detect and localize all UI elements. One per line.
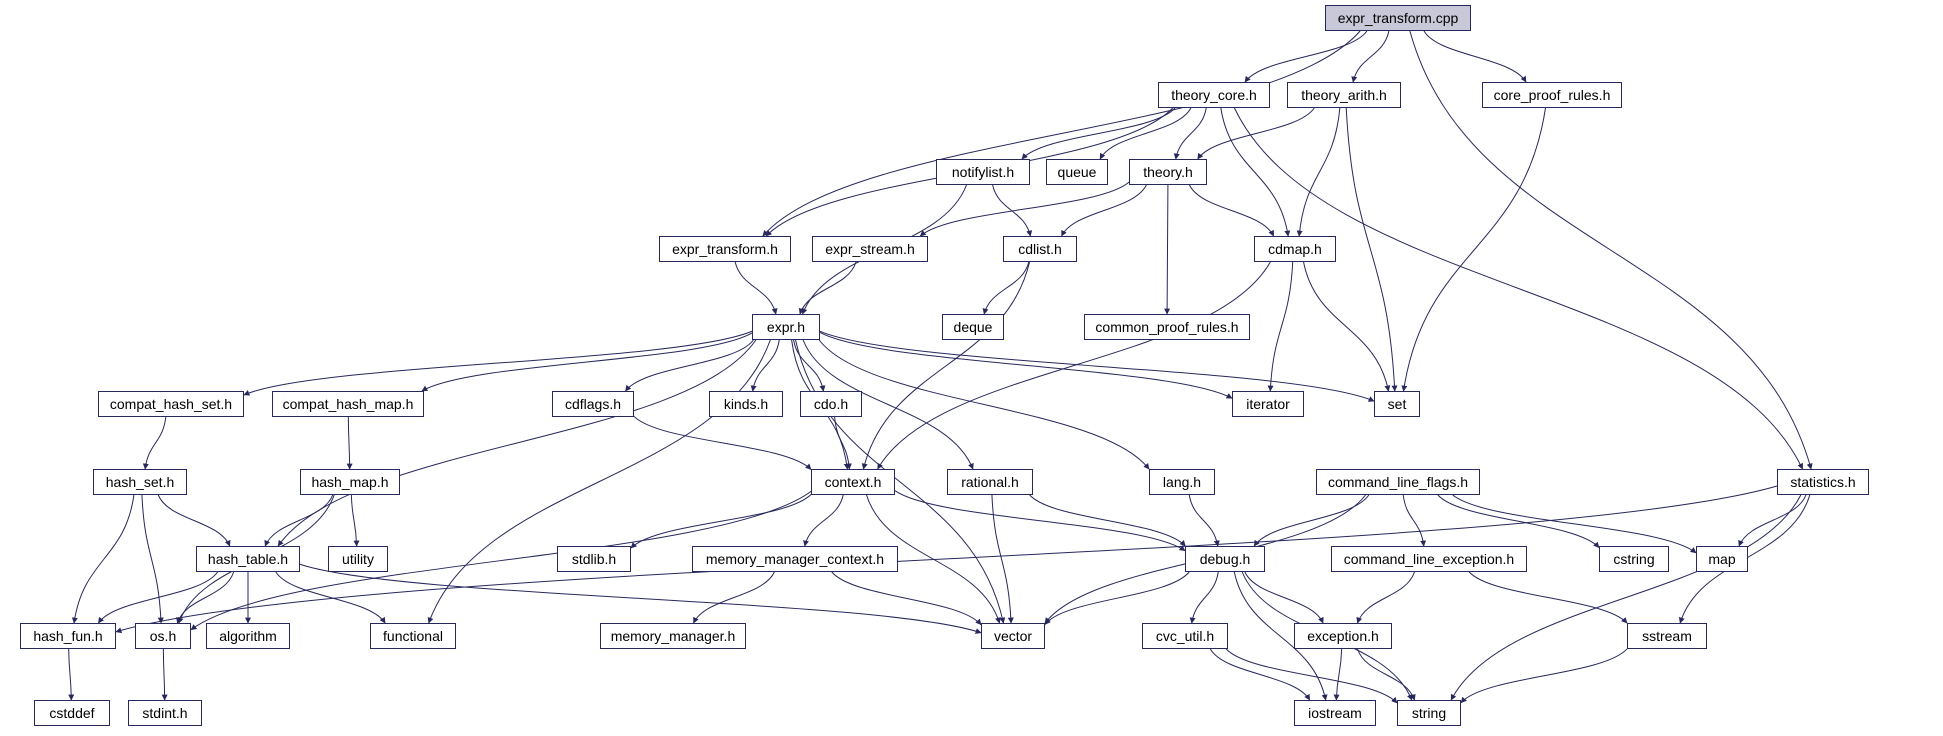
edge-os-h-to-stdint-h — [163, 649, 164, 700]
edge-hash-table-h-to-hash-fun-h — [98, 572, 217, 623]
edge-exception-h-to-string — [1358, 649, 1415, 700]
edge-hash-fun-h-to-cstddef — [69, 649, 72, 700]
graph-node-compat-hash-set-h[interactable]: compat_hash_set.h — [98, 391, 244, 417]
edge-expr-transform-cpp-to-expr-transform-h — [763, 31, 1360, 236]
edge-sstream-to-string — [1461, 649, 1627, 703]
graph-node-lang-h[interactable]: lang.h — [1149, 469, 1215, 495]
graph-node-cdmap-h[interactable]: cdmap.h — [1254, 236, 1336, 262]
edge-expr-h-to-functional — [429, 340, 771, 623]
edge-notifylist-h-to-cdlist-h — [993, 185, 1031, 236]
graph-node-hash-set-h[interactable]: hash_set.h — [93, 469, 187, 495]
edge-theory-arith-h-to-set — [1346, 108, 1395, 391]
edge-cvc-util-h-to-string — [1226, 649, 1397, 703]
edge-expr-h-to-lang-h — [819, 340, 1149, 469]
graph-node-algorithm[interactable]: algorithm — [206, 623, 290, 649]
graph-node-core-proof-rules-h[interactable]: core_proof_rules.h — [1482, 82, 1622, 108]
graph-node-expr-h[interactable]: expr.h — [752, 314, 820, 340]
graph-node-cvc-util-h[interactable]: cvc_util.h — [1142, 623, 1228, 649]
graph-node-map[interactable]: map — [1696, 546, 1748, 572]
graph-node-theory-h[interactable]: theory.h — [1129, 159, 1207, 185]
edge-statistics-h-to-map — [1739, 495, 1806, 546]
graph-node-hash-map-h[interactable]: hash_map.h — [300, 469, 400, 495]
graph-node-notifylist-h[interactable]: notifylist.h — [936, 159, 1030, 185]
edge-expr-h-to-kinds-h — [753, 340, 779, 391]
graph-node-memory-manager-h[interactable]: memory_manager.h — [600, 623, 746, 649]
graph-node-context-h[interactable]: context.h — [811, 469, 895, 495]
edge-core-proof-rules-h-to-set — [1404, 108, 1546, 391]
edge-cdflags-h-to-context-h — [634, 416, 811, 469]
graph-node-iostream[interactable]: iostream — [1294, 700, 1376, 726]
edge-statistics-h-to-string — [1451, 495, 1801, 700]
graph-node-hash-table-h[interactable]: hash_table.h — [196, 546, 300, 572]
edge-hash-set-h-to-hash-table-h — [158, 495, 230, 546]
edge-hash-table-h-to-os-h — [177, 572, 233, 623]
graph-node-compat-hash-map-h[interactable]: compat_hash_map.h — [272, 391, 424, 417]
edge-debug-h-to-exception-h — [1245, 572, 1323, 623]
graph-node-stdlib-h[interactable]: stdlib.h — [557, 546, 631, 572]
graph-node-cdflags-h[interactable]: cdflags.h — [552, 391, 634, 417]
edge-theory-h-to-expr-stream-h — [920, 182, 1129, 236]
graph-node-theory-arith-h[interactable]: theory_arith.h — [1287, 82, 1401, 108]
edge-theory-core-h-to-theory-h — [1176, 108, 1206, 159]
edge-expr-h-to-iterator — [820, 332, 1232, 398]
edge-expr-h-to-compat-hash-set-h — [244, 331, 752, 395]
edge-theory-h-to-cdmap-h — [1189, 185, 1273, 236]
edge-expr-h-to-compat-hash-map-h — [422, 333, 752, 391]
edge-hash-table-h-to-functional — [276, 572, 385, 623]
edge-expr-stream-h-to-expr-h — [800, 262, 856, 314]
edge-cdo-h-to-context-h — [835, 417, 850, 469]
edge-compat-hash-set-h-to-hash-set-h — [145, 417, 166, 469]
edge-hash-set-h-to-os-h — [142, 495, 161, 623]
edge-theory-core-h-to-notifylist-h — [1022, 108, 1175, 159]
graph-node-theory-core-h[interactable]: theory_core.h — [1158, 82, 1270, 108]
edge-command-line-flags-h-to-debug-h — [1254, 495, 1369, 546]
graph-node-stdint-h[interactable]: stdint.h — [128, 700, 202, 726]
graph-node-vector[interactable]: vector — [981, 623, 1045, 649]
edge-debug-h-to-cvc-util-h — [1192, 572, 1218, 623]
edge-context-h-to-stdlib-h — [631, 494, 811, 548]
edge-expr-transform-cpp-to-theory-arith-h — [1353, 31, 1389, 82]
graph-node-queue[interactable]: queue — [1046, 159, 1108, 185]
edge-hash-set-h-to-hash-fun-h — [74, 495, 134, 623]
graph-node-hash-fun-h[interactable]: hash_fun.h — [20, 623, 116, 649]
edge-expr-h-to-cdo-h — [794, 340, 824, 391]
graph-node-cdlist-h[interactable]: cdlist.h — [1003, 236, 1077, 262]
graph-node-command-line-exception-h[interactable]: command_line_exception.h — [1331, 546, 1527, 572]
edge-theory-arith-h-to-theory-h — [1198, 108, 1315, 159]
edge-command-line-flags-h-to-command-line-exception-h — [1403, 495, 1424, 546]
graph-node-sstream[interactable]: sstream — [1627, 623, 1707, 649]
edge-theory-core-h-to-queue — [1100, 108, 1191, 159]
edge-lang-h-to-debug-h — [1189, 495, 1217, 546]
graph-node-os-h[interactable]: os.h — [135, 623, 191, 649]
edge-expr-h-to-cdflags-h — [626, 340, 754, 391]
edge-debug-h-to-vector — [1045, 572, 1189, 624]
graph-node-expr-transform-cpp[interactable]: expr_transform.cpp — [1325, 5, 1471, 31]
graph-node-cstring[interactable]: cstring — [1599, 546, 1669, 572]
edge-compat-hash-map-h-to-hash-map-h — [348, 417, 349, 469]
edge-hash-map-h-to-utility — [351, 495, 356, 546]
edge-cdmap-h-to-context-h — [878, 262, 1271, 469]
graph-node-rational-h[interactable]: rational.h — [947, 469, 1033, 495]
edge-cdmap-h-to-set — [1304, 262, 1389, 391]
graph-node-command-line-flags-h[interactable]: command_line_flags.h — [1316, 469, 1480, 495]
edge-theory-arith-h-to-cdmap-h — [1299, 108, 1340, 236]
graph-node-string[interactable]: string — [1397, 700, 1461, 726]
edge-hash-map-h-to-hash-table-h — [265, 495, 333, 546]
graph-node-common-proof-rules-h[interactable]: common_proof_rules.h — [1084, 314, 1250, 340]
edge-expr-transform-cpp-to-theory-core-h — [1245, 31, 1367, 82]
edge-command-line-flags-h-to-map — [1453, 495, 1696, 553]
graph-node-deque[interactable]: deque — [942, 314, 1004, 340]
graph-node-memory-manager-context-h[interactable]: memory_manager_context.h — [692, 546, 898, 572]
edge-memory-manager-context-h-to-vector — [832, 572, 981, 625]
graph-node-debug-h[interactable]: debug.h — [1185, 546, 1265, 572]
graph-node-kinds-h[interactable]: kinds.h — [709, 391, 783, 417]
graph-node-expr-transform-h[interactable]: expr_transform.h — [659, 236, 791, 262]
edge-context-h-to-debug-h — [895, 491, 1185, 551]
graph-node-set[interactable]: set — [1374, 391, 1420, 417]
edge-memory-manager-context-h-to-memory-manager-h — [694, 572, 775, 623]
edge-exception-h-to-iostream — [1336, 649, 1341, 700]
edge-theory-h-to-common-proof-rules-h — [1167, 185, 1168, 314]
edge-expr-transform-cpp-to-core-proof-rules-h — [1424, 31, 1526, 82]
edge-cdlist-h-to-context-h — [863, 262, 1029, 469]
edge-rational-h-to-vector — [992, 495, 1011, 623]
graph-node-utility[interactable]: utility — [328, 546, 388, 572]
edge-rational-h-to-debug-h — [1030, 495, 1186, 546]
edge-command-line-exception-h-to-exception-h — [1358, 572, 1415, 623]
edge-cvc-util-h-to-iostream — [1210, 649, 1309, 700]
graph-node-iterator[interactable]: iterator — [1232, 391, 1304, 417]
edge-cdlist-h-to-deque — [984, 262, 1029, 314]
edge-command-line-exception-h-to-sstream — [1469, 572, 1627, 623]
edge-theory-core-h-to-statistics-h — [1234, 108, 1802, 469]
graph-node-cstddef[interactable]: cstddef — [34, 700, 110, 726]
graph-node-cdo-h[interactable]: cdo.h — [800, 391, 862, 417]
graph-node-expr-stream-h[interactable]: expr_stream.h — [812, 236, 928, 262]
edge-expr-h-to-hash-table-h — [278, 340, 756, 546]
edge-theory-h-to-cdlist-h — [1062, 185, 1147, 236]
graph-node-statistics-h[interactable]: statistics.h — [1777, 469, 1869, 495]
edge-expr-transform-h-to-expr-h — [735, 262, 776, 314]
edge-theory-core-h-to-cdmap-h — [1221, 108, 1288, 236]
edge-command-line-flags-h-to-cstring — [1438, 495, 1599, 548]
graph-node-exception-h[interactable]: exception.h — [1294, 623, 1392, 649]
edge-cdmap-h-to-iterator — [1270, 262, 1292, 391]
edge-context-h-to-memory-manager-context-h — [805, 495, 843, 546]
graph-node-functional[interactable]: functional — [370, 623, 456, 649]
